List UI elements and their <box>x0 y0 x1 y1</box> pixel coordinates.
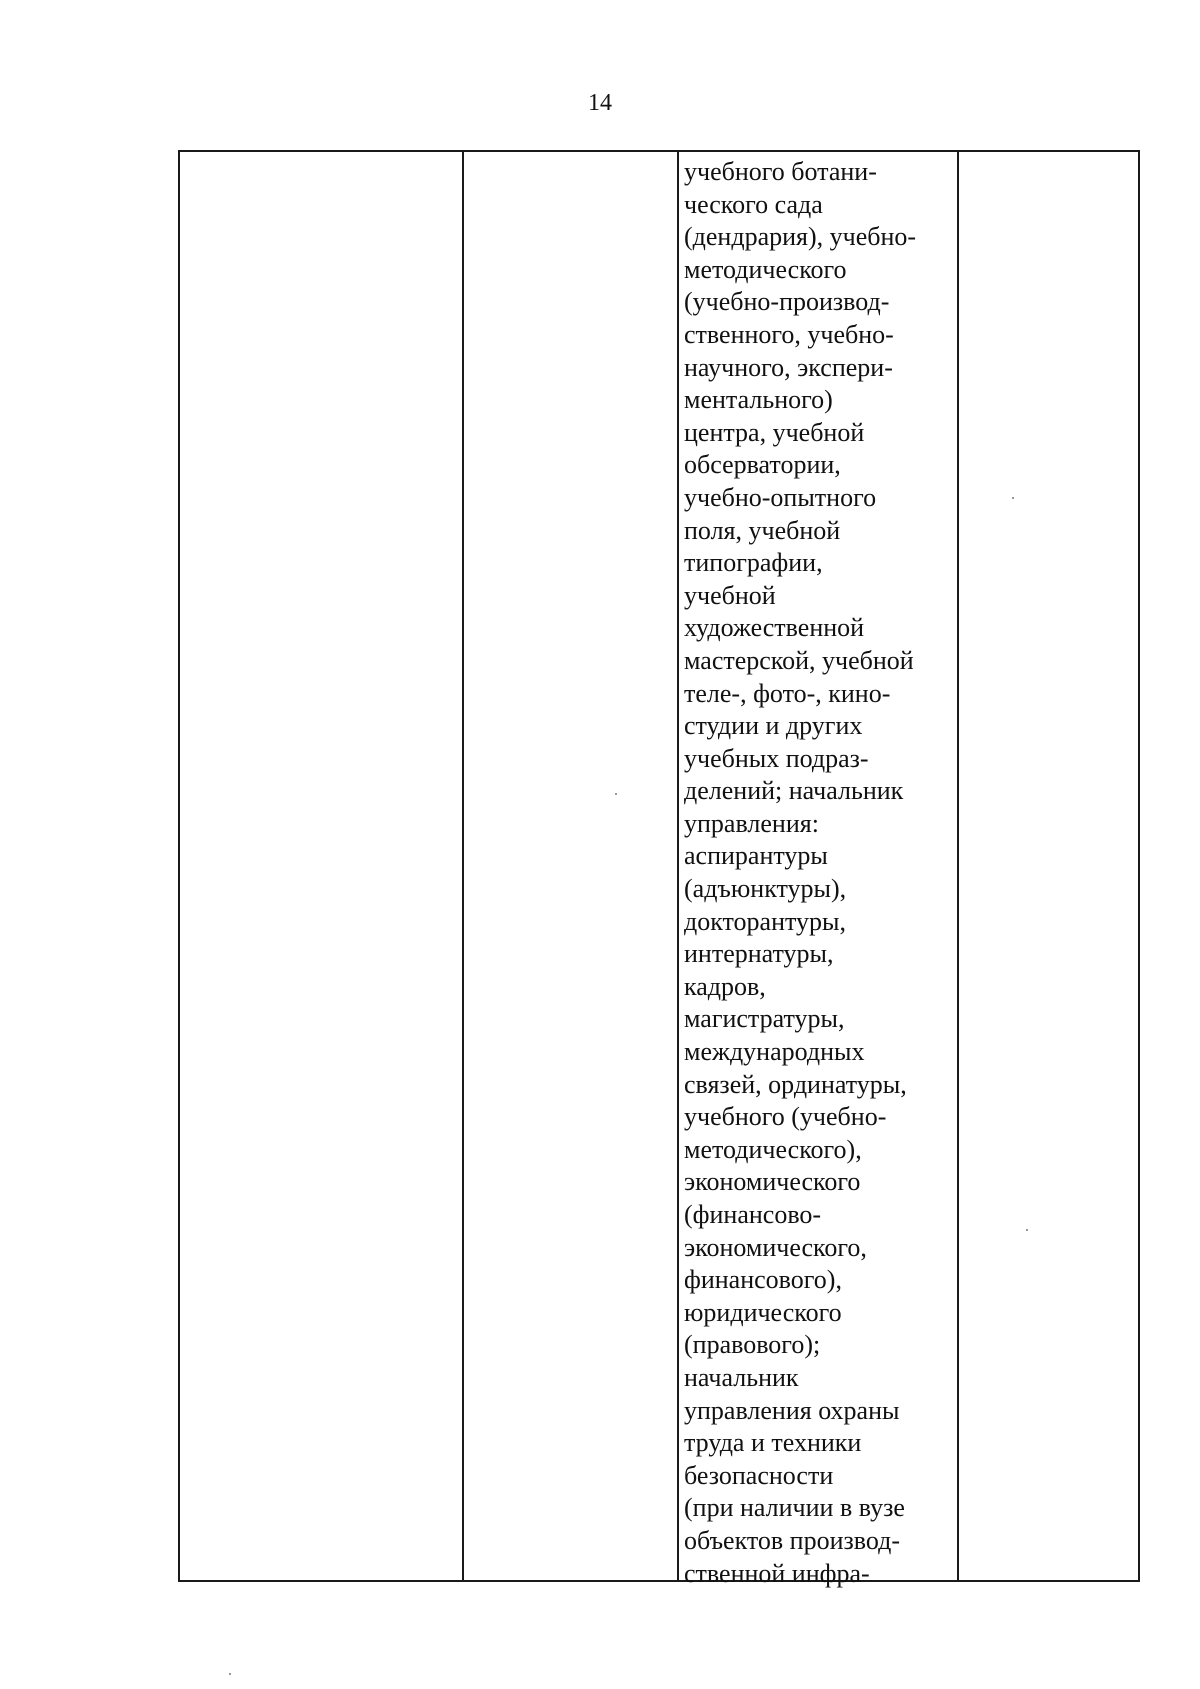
cell-text-line: ственного, учебно- <box>684 319 894 349</box>
cell-text-line: студии и других <box>684 711 863 741</box>
cell-text-line: учебно-опытного <box>684 482 877 512</box>
cell-text-line: центра, учебной <box>684 417 865 447</box>
cell-text-line: управления: <box>684 808 819 838</box>
cell-text-line: ственной инфра- <box>684 1558 870 1588</box>
cell-text-line: мастерской, учебной <box>684 645 914 675</box>
cell-text-line: международных <box>684 1037 865 1067</box>
cell-text-line: экономического, <box>684 1232 867 1262</box>
scan-speck <box>229 1673 231 1675</box>
cell-text-line: связей, ординатуры, <box>684 1069 907 1099</box>
cell-text-line: учебной <box>684 580 776 610</box>
cell-text-line: типографии, <box>684 548 823 578</box>
table-cell-col3 <box>682 152 956 1590</box>
cell-text-line: начальник <box>684 1362 799 1392</box>
cell-text-line: поля, учебной <box>684 515 841 545</box>
cell-text-line: обсерватории, <box>684 450 841 480</box>
document-table <box>178 150 1140 1588</box>
cell-text-line: методического <box>684 254 847 284</box>
cell-text-line: ческого сада <box>684 189 823 219</box>
cell-text-line: управления охраны <box>684 1395 900 1425</box>
cell-text-line: (адъюнктуры), <box>684 874 847 904</box>
column-divider-3 <box>957 152 959 1580</box>
cell-text-line: объектов производ- <box>684 1525 900 1555</box>
cell-text-line: интернатуры, <box>684 939 834 969</box>
cell-text-line: (дендрария), учебно- <box>684 222 917 252</box>
column-divider-2 <box>677 152 679 1580</box>
cell-text-line: докторантуры, <box>684 906 846 936</box>
cell-text-line: безопасности <box>684 1460 834 1490</box>
cell-text-line: научного, экспери- <box>684 352 893 382</box>
cell-text-line: ментального) <box>684 385 833 415</box>
cell-text-line: художественной <box>684 613 865 643</box>
scan-speck <box>1012 497 1014 499</box>
cell-text-line: учебного ботани- <box>684 157 877 186</box>
cell-text-line: (при наличии в вузе <box>684 1493 905 1523</box>
cell-text-line: (финансово- <box>684 1200 822 1229</box>
scan-speck <box>1026 1229 1028 1231</box>
cell-text-line: (правового); <box>684 1330 821 1360</box>
cell-text-line: методического), <box>684 1134 862 1164</box>
cell-text-line: аспирантуры <box>684 841 828 871</box>
cell-text-line: кадров, <box>684 971 766 1001</box>
cell-text-line: учебного (учебно- <box>684 1102 887 1132</box>
page-number: 14 <box>588 90 612 116</box>
cell-text-line: делений; начальник <box>684 776 904 806</box>
cell-text-line: труда и техники <box>684 1428 862 1458</box>
cell-text-line: учебных подраз- <box>684 743 869 773</box>
cell-text-line: теле-, фото-, кино- <box>684 678 891 708</box>
cell-text-line: юридического <box>684 1297 842 1327</box>
cell-text-line: экономического <box>684 1167 861 1197</box>
cell-text-line: (учебно-производ- <box>684 287 890 317</box>
column-divider-1 <box>462 152 464 1580</box>
cell-text-line: финансового), <box>684 1265 842 1295</box>
scan-speck <box>615 793 617 795</box>
cell-text-line: магистратуры, <box>684 1004 845 1034</box>
